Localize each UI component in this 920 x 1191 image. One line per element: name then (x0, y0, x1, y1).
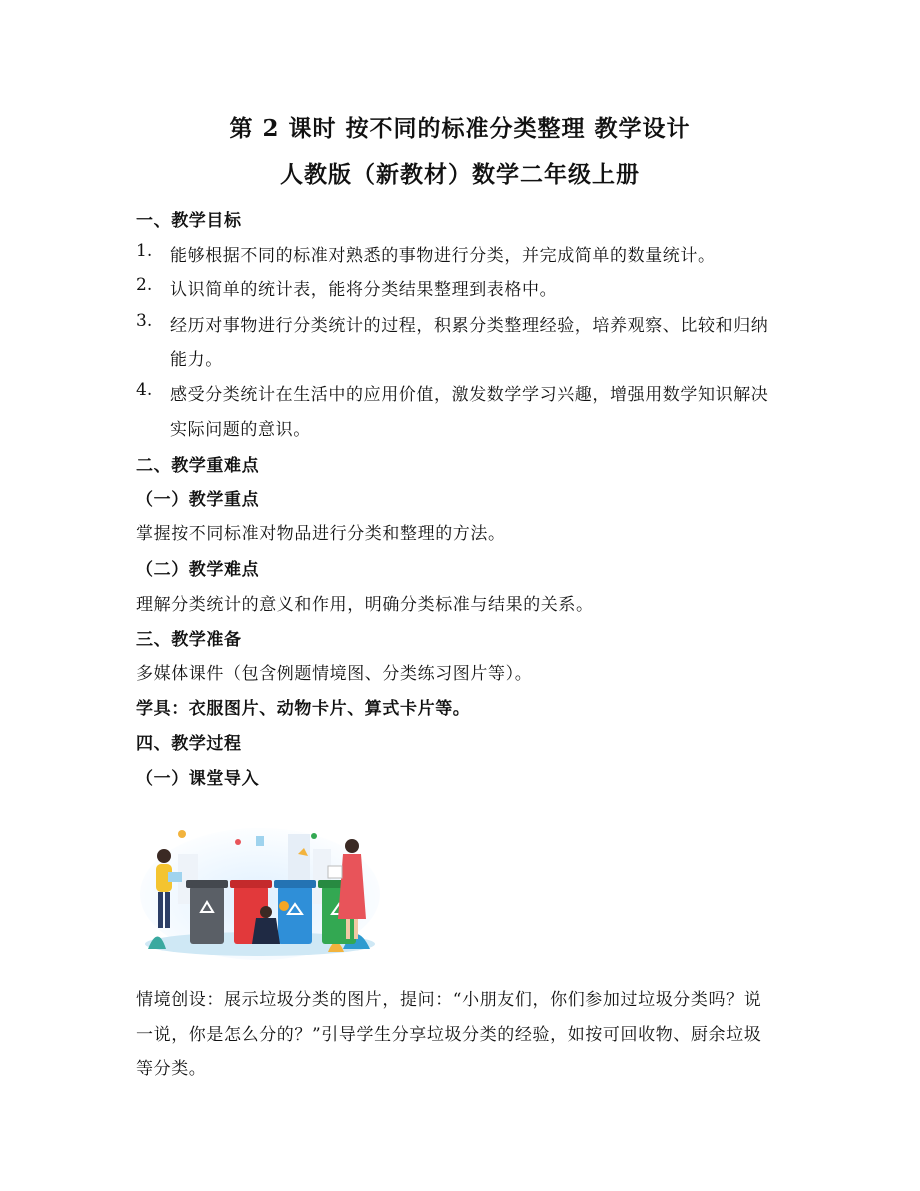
list-item: 能够根据不同的标准对熟悉的事物进行分类，并完成简单的数量统计。 (170, 246, 716, 266)
paragraph-line: 情境创设：展示垃圾分类的图片，提问：“小朋友们，你们参加过垃圾分类吗？说 (136, 990, 762, 1010)
section-heading-key-difficult: 二、教学重难点 (136, 456, 260, 476)
list-item: 经历对事物进行分类统计的过程，积累分类整理经验，培养观察、比较和归纳 (170, 316, 769, 336)
subheading-intro: （一）课堂导入 (136, 769, 260, 789)
section-heading-goals: 一、教学目标 (136, 211, 242, 231)
paragraph-prep: 多媒体课件（包含例题情境图、分类练习图片等）。 (136, 664, 533, 684)
document-subtitle: 人教版（新教材）数学二年级上册 (280, 161, 640, 188)
list-item: 认识简单的统计表，能将分类结果整理到表格中。 (170, 280, 558, 300)
list-item-continuation: 能力。 (170, 350, 223, 370)
list-item-continuation: 实际问题的意识。 (170, 420, 311, 440)
paragraph-key-points: 掌握按不同标准对物品进行分类和整理的方法。 (136, 524, 506, 544)
list-number: 3. (136, 311, 153, 331)
subheading-difficult-points: （二）教学难点 (136, 560, 260, 580)
list-number: 1. (136, 241, 153, 261)
section-heading-prep: 三、教学准备 (136, 630, 242, 650)
paragraph-line: 一说，你是怎么分的？”引导学生分享垃圾分类的经验，如按可回收物、厨余垃圾 (136, 1025, 762, 1045)
garbage-sorting-illustration (138, 814, 382, 960)
gray-bin (186, 880, 228, 944)
section-heading-process: 四、教学过程 (136, 734, 242, 754)
document-title: 第 2 课时 按不同的标准分类整理 教学设计 (229, 115, 691, 142)
paragraph-difficult-points: 理解分类统计的意义和作用，明确分类标准与结果的关系。 (136, 595, 594, 615)
blue-bin (274, 880, 316, 944)
paragraph-line: 等分类。 (136, 1059, 207, 1079)
subheading-key-points: （一）教学重点 (136, 490, 260, 510)
list-number: 4. (136, 380, 153, 400)
list-item: 感受分类统计在生活中的应用价值，激发数学学习兴趣，增强用数学知识解决 (170, 385, 769, 405)
list-number: 2. (136, 275, 153, 295)
student-tools-line: 学具：衣服图片、动物卡片、算式卡片等。 (136, 699, 471, 719)
